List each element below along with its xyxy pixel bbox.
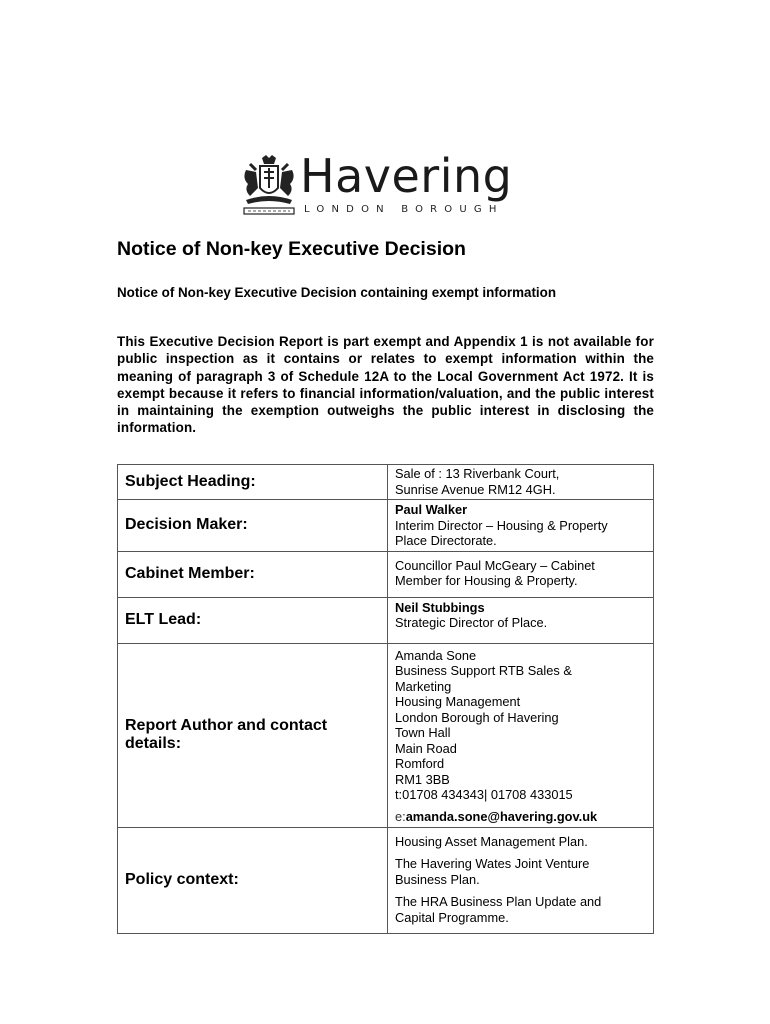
subject-heading-label: Subject Heading: [118, 465, 388, 500]
coat-of-arms-icon [240, 154, 298, 218]
table-row-elt-lead [118, 597, 654, 643]
table-row-decision-maker [118, 500, 654, 552]
author-line: RM1 3BB [395, 771, 450, 787]
logo-subtitle: LONDON BOROUGH [304, 204, 504, 215]
decision-maker-line-1: Interim Director – Housing & Property [395, 517, 608, 533]
author-email-link[interactable]: amanda.sone@havering.gov.uk [405, 808, 598, 824]
author-line: Business Support RTB Sales & [395, 663, 572, 678]
elt-lead-label: ELT Lead: [118, 597, 388, 643]
subject-heading-value [388, 465, 654, 500]
policy-context-item-2-line-1: The Havering Wates Joint Venture [395, 856, 590, 871]
author-line: Main Road [395, 740, 457, 756]
policy-context-item-1: Housing Asset Management Plan. [395, 833, 588, 849]
exempt-notice-paragraph: This Executive Decision Report is part exempt and Appendix 1 is not available for public inspection as it contains or relates to exempt information within the meaning of paragraph 3 of Schedule 12A to the Local Government Act 1972. It is exempt because it refers to financial information/valuation, and the public interest in maintaining the exemption outweighs the public interest in disclosing the information. [117, 334, 654, 436]
table-row-subject [118, 465, 654, 500]
policy-context-value [388, 827, 654, 933]
decision-details-table [117, 464, 654, 934]
cabinet-member-label: Cabinet Member: [118, 551, 388, 597]
table-row-cabinet-member [118, 551, 654, 597]
cabinet-member-line-2: Member for Housing & Property. [395, 573, 578, 588]
elt-lead-name: Neil Stubbings [395, 599, 485, 615]
page-title: Notice of Non-key Executive Decision [117, 238, 466, 260]
decision-maker-label: Decision Maker: [118, 500, 388, 552]
report-author-label-line-1: Report Author and contact [125, 717, 328, 734]
policy-context-item-2-line-2: Business Plan. [395, 871, 480, 887]
author-phone: t:01708 434343| 01708 433015 [395, 787, 573, 802]
author-line: London Borough of Havering [395, 709, 559, 725]
author-line: Amanda Sone [395, 647, 477, 663]
logo-wordmark: Havering [300, 149, 513, 203]
author-line: Marketing [395, 678, 452, 694]
table-row-report-author [118, 643, 654, 827]
report-author-label [118, 643, 388, 827]
cabinet-member-value [388, 551, 654, 597]
policy-context-item-3-line-2: Capital Programme. [395, 909, 509, 925]
subject-line-1: Sale of : 13 Riverbank Court, [395, 466, 560, 481]
report-author-label-line-2: details: [125, 735, 182, 752]
elt-lead-line-1: Strategic Director of Place. [395, 615, 548, 630]
decision-maker-value [388, 500, 654, 552]
elt-lead-value [388, 597, 654, 643]
havering-logo [240, 149, 530, 222]
policy-context-item-3-line-1: The HRA Business Plan Update and [395, 894, 602, 909]
report-author-value [388, 643, 654, 827]
decision-maker-name: Paul Walker [395, 502, 468, 517]
subject-line-2: Sunrise Avenue RM12 4GH. [395, 481, 556, 497]
policy-context-label: Policy context: [118, 827, 388, 933]
decision-maker-line-2: Place Directorate. [395, 533, 497, 548]
page-subtitle: Notice of Non-key Executive Decision containing exempt information [117, 285, 556, 300]
author-line: Town Hall [395, 725, 451, 740]
email-prefix: e: [395, 808, 406, 824]
author-line: Housing Management [395, 694, 521, 709]
author-email-line [395, 809, 646, 825]
cabinet-member-line-1: Councillor Paul McGeary – Cabinet [395, 557, 595, 573]
table-row-policy-context [118, 827, 654, 933]
author-line: Romford [395, 756, 445, 771]
